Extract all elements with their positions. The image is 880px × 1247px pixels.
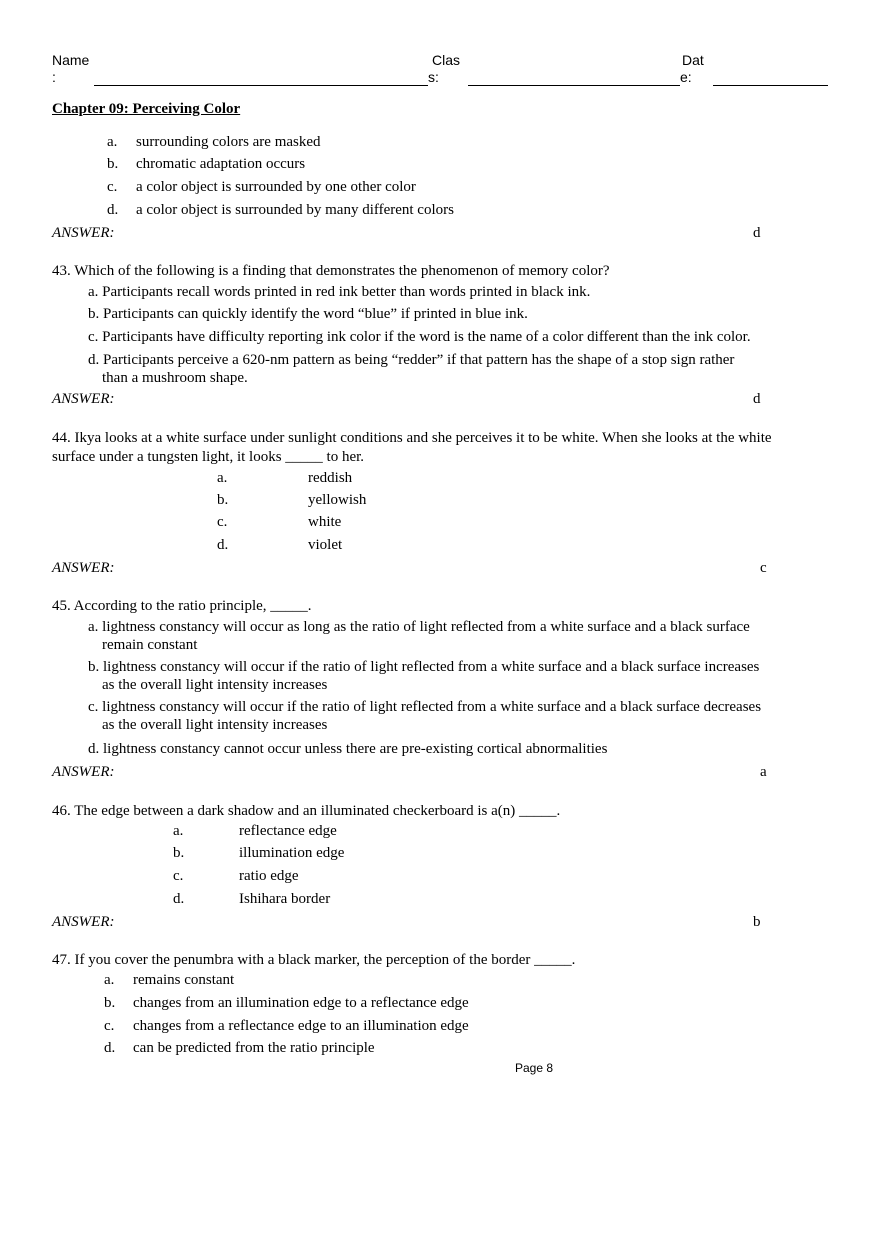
q42-option-letter: c. [107, 179, 118, 195]
q46-option-text: illumination edge [239, 845, 345, 861]
q45-option-a-cont: remain constant [102, 637, 198, 653]
q45-answer-value: a [760, 764, 767, 780]
answer-label: ANSWER: [52, 225, 115, 241]
q44-stem-line1: 44. Ikya looks at a white surface under sunlight conditions and she perceives it to be white. When she looks at the white [52, 430, 772, 446]
q45-option-c: c. lightness constancy will occur if the ratio of light reflected from a white surface and a black surface decreases [88, 699, 762, 715]
q47-option-text: remains constant [133, 972, 235, 988]
q43-option-c: c. Participants have difficulty reporting ink color if the word is the name of a color different than the ink color. [88, 329, 751, 345]
q43-option-d: d. Participants perceive a 620-nm pattern as being “redder” if that pattern has the shape of a stop sign rather [88, 352, 735, 368]
date-field-line [713, 85, 828, 86]
q47-stem: 47. If you cover the penumbra with a black marker, the perception of the border _____. [52, 952, 576, 968]
q42-answer-value: d [753, 225, 761, 241]
q44-option-text: white [308, 514, 342, 530]
q44-option-text: violet [308, 537, 343, 553]
q44-option-letter: b. [217, 492, 229, 508]
q42-option-text: a color object is surrounded by many different colors [136, 202, 454, 218]
q47-option-letter: d. [104, 1040, 116, 1056]
q46-stem: 46. The edge between a dark shadow and an illuminated checkerboard is a(n) _____. [52, 803, 561, 819]
q43-stem: 43. Which of the following is a finding that demonstrates the phenomenon of memory color? [52, 263, 610, 279]
q44-stem-line2: surface under a tungsten light, it looks _____ to her. [52, 449, 365, 465]
q43-option-a: a. Participants recall words printed in red ink better than words printed in black ink. [88, 284, 591, 300]
q45-option-d: d. lightness constancy cannot occur unless there are pre-existing cortical abnormalities [88, 741, 608, 757]
q43-option-d-cont: than a mushroom shape. [102, 370, 248, 386]
q42-option-letter: b. [107, 156, 119, 172]
q47-option-text: can be predicted from the ratio principle [133, 1040, 375, 1056]
q43-option-b: b. Participants can quickly identify the word “blue” if printed in blue ink. [88, 306, 528, 322]
q47-option-text: changes from a reflectance edge to an illumination edge [133, 1018, 469, 1034]
q46-option-text: ratio edge [239, 868, 299, 884]
name-label: Name [52, 52, 90, 68]
class-label-colon: s: [428, 69, 439, 85]
class-label: Clas [432, 52, 461, 68]
q44-option-letter: d. [217, 537, 229, 553]
q42-option-text: a color object is surrounded by one other color [136, 179, 416, 195]
q44-option-text: reddish [308, 470, 353, 486]
q44-option-text: yellowish [308, 492, 367, 508]
q46-option-text: reflectance edge [239, 823, 337, 839]
q46-option-letter: b. [173, 845, 185, 861]
q44-answer-value: c [760, 560, 767, 576]
chapter-title: Chapter 09: Perceiving Color [52, 101, 241, 117]
date-label: Dat [682, 52, 704, 68]
answer-label: ANSWER: [52, 914, 115, 930]
q43-answer-value: d [753, 391, 761, 407]
q45-option-b: b. lightness constancy will occur if the ratio of light reflected from a white surface and a black surface increases [88, 659, 760, 675]
q46-option-letter: a. [173, 823, 184, 839]
q47-option-letter: b. [104, 995, 116, 1011]
q44-option-letter: c. [217, 514, 228, 530]
q42-option-text: surrounding colors are masked [136, 134, 321, 150]
class-field-line [468, 85, 680, 86]
q47-option-letter: c. [104, 1018, 115, 1034]
q45-stem: 45. According to the ratio principle, _____. [52, 598, 312, 614]
q44-option-letter: a. [217, 470, 228, 486]
answer-label: ANSWER: [52, 391, 115, 407]
q47-option-letter: a. [104, 972, 115, 988]
q47-option-text: changes from an illumination edge to a reflectance edge [133, 995, 469, 1011]
name-field-line [94, 85, 428, 86]
q45-option-c-cont: as the overall light intensity increases [102, 717, 328, 733]
q46-option-text: Ishihara border [239, 891, 331, 907]
date-label-colon: e: [680, 69, 692, 85]
q46-option-letter: d. [173, 891, 185, 907]
q45-option-b-cont: as the overall light intensity increases [102, 677, 328, 693]
q42-option-text: chromatic adaptation occurs [136, 156, 306, 172]
q45-option-a: a. lightness constancy will occur as long as the ratio of light reflected from a white surface and a black surface [88, 619, 750, 635]
q46-option-letter: c. [173, 868, 184, 884]
name-label-colon: : [52, 69, 56, 85]
q42-option-letter: a. [107, 134, 118, 150]
q46-answer-value: b [753, 914, 761, 930]
page-number: Page 8 [515, 1061, 554, 1075]
answer-label: ANSWER: [52, 560, 115, 576]
answer-label: ANSWER: [52, 764, 115, 780]
q42-option-letter: d. [107, 202, 119, 218]
